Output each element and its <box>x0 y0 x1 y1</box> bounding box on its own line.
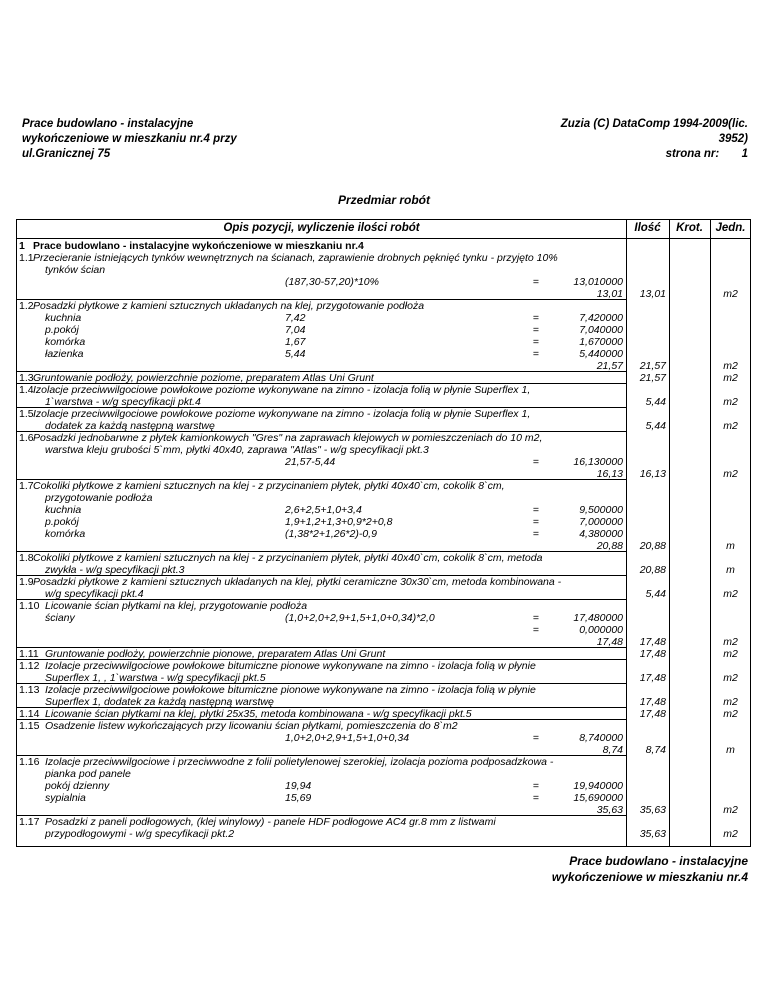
item-value: 13,01 <box>596 288 623 300</box>
header-right <box>448 117 748 162</box>
item-unit: m2 <box>723 708 738 720</box>
item-description: dodatek za każdą następną warstwę <box>45 420 215 432</box>
table-row <box>17 624 750 636</box>
table-row <box>17 684 750 696</box>
item-value: 8,74 <box>602 744 623 756</box>
item-description: Prace budowlano - instalacyjne wykończeniowe w mieszkaniu nr.4 <box>33 240 364 252</box>
item-quantity: 20,88 <box>639 564 666 576</box>
item-quantity: 17,48 <box>639 696 666 708</box>
table-row <box>17 720 750 732</box>
item-description: Izolacje przeciwwilgociowe powłokowe poziome wykonywane na zimno - izolacja folią w płynie Superflex 1, <box>33 408 531 420</box>
item-formula: 7,04 <box>285 324 306 336</box>
item-value: 16,13 <box>596 468 623 480</box>
item-formula: 5,44 <box>285 348 306 360</box>
item-unit: m2 <box>723 672 738 684</box>
item-quantity: 17,48 <box>639 636 666 648</box>
table-row <box>17 300 750 312</box>
item-quantity: 21,57 <box>639 360 666 372</box>
equals-sign: = <box>532 780 540 792</box>
header-left-line: wykończeniowe w mieszkaniu nr.4 przy <box>22 133 237 145</box>
item-description: Osadzenie listew wykończających przy licowaniu ścian płytkami, pomieszczenia do 8`m2 <box>45 720 458 732</box>
table-row <box>17 528 750 540</box>
item-number: 1.14 <box>19 708 40 720</box>
table-row <box>17 456 750 468</box>
item-description: Superflex 1, , 1`warstwa - w/g specyfikacji pkt.5 <box>45 672 266 684</box>
table-row <box>17 444 750 456</box>
item-quantity: 17,48 <box>639 648 666 660</box>
item-description: Posadzki z paneli podłogowych, (klej winylowy) - panele HDF podłogowe AC4 gr.8 mm z listwami <box>45 816 496 828</box>
table-row <box>17 480 750 492</box>
table-row <box>17 408 750 420</box>
item-location: łazienka <box>45 348 84 360</box>
item-description: Izolacje przeciwwilgociowe i przeciwwodne z folii polietylenowej szerokiej, izolacja pozioma podposadzkowa - <box>45 756 554 768</box>
item-quantity: 35,63 <box>639 828 666 840</box>
item-number: 1.7 <box>19 480 34 492</box>
table-row <box>17 504 750 516</box>
table-row <box>17 240 750 252</box>
table-row <box>17 576 750 588</box>
item-number: 1.2 <box>19 300 34 312</box>
table-row <box>17 612 750 624</box>
item-quantity: 5,44 <box>645 396 666 408</box>
item-description: Posadzki płytkowe z kamieni sztucznych układanych na klej, płytki ceramiczne 30x30`cm, metoda kombinowana - <box>33 576 562 588</box>
item-description: w/g specyfikacji pkt.4 <box>45 588 144 600</box>
page-title: Przedmiar robót <box>337 193 430 207</box>
item-unit: m2 <box>723 636 738 648</box>
item-number: 1.3 <box>19 372 34 384</box>
header-jedn: Jedn. <box>715 222 746 234</box>
item-description: Gruntowanie podłoży, powierzchnie poziome, preparatem Atlas Uni Grunt <box>33 372 374 384</box>
header-right-line: Zuzia (C) DataComp 1994-2009(lic. <box>560 118 748 130</box>
item-quantity: 16,13 <box>639 468 666 480</box>
item-formula: 1,67 <box>285 336 306 348</box>
item-number: 1.1 <box>19 252 34 264</box>
item-formula: 1,9+1,2+1,3+0,9*2+0,8 <box>285 516 393 528</box>
item-value: 16,130000 <box>573 456 623 468</box>
item-formula: 21,57-5,44 <box>285 456 336 468</box>
item-value: 19,940000 <box>573 780 623 792</box>
item-number: 1 <box>19 240 25 252</box>
item-quantity: 5,44 <box>645 588 666 600</box>
item-formula: 1,0+2,0+2,9+1,5+1,0+0,34 <box>285 732 410 744</box>
item-unit: m2 <box>723 468 738 480</box>
table-row <box>17 732 750 744</box>
equals-sign: = <box>532 792 540 804</box>
table-row <box>17 516 750 528</box>
item-unit: m2 <box>723 360 738 372</box>
table-row <box>17 384 750 396</box>
table-row <box>17 252 750 264</box>
item-unit: m <box>726 744 735 756</box>
table-row <box>17 276 750 288</box>
item-quantity: 8,74 <box>645 744 666 756</box>
item-number: 1.6 <box>19 432 34 444</box>
item-unit: m <box>726 540 735 552</box>
table-row <box>17 552 750 564</box>
item-value: 9,500000 <box>579 504 623 516</box>
item-number: 1.15 <box>19 720 40 732</box>
item-number: 1.16 <box>19 756 40 768</box>
header-krot: Krot. <box>676 222 703 234</box>
item-unit: m2 <box>723 696 738 708</box>
item-value: 0,000000 <box>579 624 623 636</box>
equals-sign: = <box>532 612 540 624</box>
table-row <box>17 756 750 768</box>
item-description: Izolacje przeciwwilgociowe powłokowe poziome wykonywane na zimno - izolacja folią w płynie Superflex 1, <box>33 384 531 396</box>
item-value: 4,380000 <box>579 528 623 540</box>
item-quantity: 17,48 <box>639 708 666 720</box>
item-value: 20,88 <box>596 540 623 552</box>
header-left-line: Prace budowlano - instalacyjne <box>22 118 194 130</box>
item-location: pokój dzienny <box>45 780 110 792</box>
item-description: Superflex 1, dodatek za każdą następną warstwę <box>45 696 274 708</box>
item-value: 7,420000 <box>579 312 623 324</box>
equals-sign: = <box>532 516 540 528</box>
item-number: 1.9 <box>19 576 34 588</box>
item-value: 17,480000 <box>573 612 623 624</box>
item-unit: m2 <box>723 288 738 300</box>
item-description: Izolacje przeciwwilgociowe powłokowe bitumiczne pionowe wykonywane na zimno - izolacja folią w płynie <box>45 660 536 672</box>
item-description: Izolacje przeciwwilgociowe powłokowe bitumiczne pionowe wykonywane na zimno - izolacja folią w płynie <box>45 684 536 696</box>
table-row <box>17 348 750 360</box>
item-location: p.pokój <box>45 324 79 336</box>
item-location: ściany <box>45 612 75 624</box>
item-formula: (1,0+2,0+2,9+1,5+1,0+0,34)*2,0 <box>285 612 435 624</box>
item-description: Licowanie ścian płytkami na klej, przygotowanie podłoża <box>45 600 308 612</box>
table-row <box>17 336 750 348</box>
item-description: Cokoliki płytkowe z kamieni sztucznych na klej - z przycinaniem płytek, płytki 40x40`cm, cokolik 8`cm, <box>33 480 505 492</box>
item-value: 13,010000 <box>573 276 623 288</box>
item-formula: (187,30-57,20)*10% <box>285 276 379 288</box>
item-value: 15,690000 <box>573 792 623 804</box>
item-number: 1.10 <box>19 600 40 612</box>
table-row <box>17 312 750 324</box>
item-location: p.pokój <box>45 516 79 528</box>
table-row <box>17 660 750 672</box>
table-row <box>17 432 750 444</box>
equals-sign: = <box>532 528 540 540</box>
item-value: 1,670000 <box>579 336 623 348</box>
item-quantity: 5,44 <box>645 420 666 432</box>
header-opis: Opis pozycji, wyliczenie ilości robót <box>223 222 420 234</box>
item-description: pianka pod panele <box>45 768 131 780</box>
item-number: 1.13 <box>19 684 40 696</box>
item-quantity: 20,88 <box>639 540 666 552</box>
item-location: komórka <box>45 528 86 540</box>
item-description: Cokoliki płytkowe z kamieni sztucznych na klej - z przycinaniem płytek, płytki 40x40`cm, cokolik 8`cm, metoda <box>33 552 543 564</box>
item-description: Licowanie ścian płytkami na klej, płytki 25x35, metoda kombinowana - w/g specyfikacji pkt.5 <box>45 708 472 720</box>
item-number: 1.5 <box>19 408 34 420</box>
equals-sign: = <box>532 732 540 744</box>
item-description: Posadzki jednobarwne z płytek kamionkowych "Gres" na zaprawach klejowych w pomieszczeniach do 10 m2, <box>33 432 543 444</box>
item-quantity: 17,48 <box>639 672 666 684</box>
equals-sign: = <box>532 456 540 468</box>
item-value: 35,63 <box>596 804 623 816</box>
item-quantity: 13,01 <box>639 288 666 300</box>
item-value: 7,000000 <box>579 516 623 528</box>
item-formula: 2,6+2,5+1,0+3,4 <box>285 504 362 516</box>
item-location: komórka <box>45 336 86 348</box>
header-ilosc: Ilość <box>634 222 661 234</box>
item-formula: 19,94 <box>285 780 312 792</box>
item-value: 8,740000 <box>579 732 623 744</box>
bill-of-quantities-table <box>16 219 751 847</box>
item-description: przygotowanie podłoża <box>45 492 153 504</box>
table-row <box>17 768 750 780</box>
header-right-line: strona nr: 1 <box>665 148 748 160</box>
item-description: 1`warstwa - w/g specyfikacji pkt.4 <box>45 396 201 408</box>
item-number: 1.12 <box>19 660 40 672</box>
item-unit: m2 <box>723 804 738 816</box>
table-row <box>17 492 750 504</box>
equals-sign: = <box>532 504 540 516</box>
item-location: sypialnia <box>45 792 86 804</box>
footer-line: wykończeniowe w mieszkaniu nr.4 <box>551 870 748 884</box>
equals-sign: = <box>532 624 540 636</box>
item-value: 17,48 <box>596 636 623 648</box>
item-unit: m2 <box>723 588 738 600</box>
header-right-line: 3952) <box>718 133 748 145</box>
table-row <box>17 792 750 804</box>
item-value: 21,57 <box>596 360 623 372</box>
item-unit: m2 <box>723 372 738 384</box>
item-number: 1.17 <box>19 816 40 828</box>
item-description: Posadzki płytkowe z kamieni sztucznych układanych na klej, przygotowanie podłoża <box>33 300 425 312</box>
table-header <box>17 220 750 239</box>
item-unit: m2 <box>723 396 738 408</box>
item-formula: 15,69 <box>285 792 312 804</box>
item-description: przypodłogowymi - w/g specyfikacji pkt.2 <box>45 828 235 840</box>
item-value: 5,440000 <box>579 348 623 360</box>
table-row <box>17 600 750 612</box>
item-description: warstwa kleju grubości 5`mm, płytki 40x40, zaprawa "Atlas" - w/g specyfikacji pkt.3 <box>45 444 429 456</box>
item-value: 7,040000 <box>579 324 623 336</box>
item-unit: m2 <box>723 648 738 660</box>
equals-sign: = <box>532 312 540 324</box>
item-location: kuchnia <box>45 504 82 516</box>
item-description: zwykła - w/g specyfikacji pkt.3 <box>45 564 185 576</box>
item-unit: m <box>726 564 735 576</box>
item-quantity: 21,57 <box>639 372 666 384</box>
item-description: tynków ścian <box>45 264 106 276</box>
item-number: 1.8 <box>19 552 34 564</box>
header-left-line: ul.Granicznej 75 <box>22 148 111 160</box>
footer-line: Prace budowlano - instalacyjne <box>569 854 748 868</box>
equals-sign: = <box>532 276 540 288</box>
table-row <box>17 816 750 828</box>
item-description: Gruntowanie podłoży, powierzchnie pionowe, preparatem Atlas Uni Grunt <box>45 648 386 660</box>
footer <box>552 853 748 885</box>
table-row <box>17 324 750 336</box>
equals-sign: = <box>532 348 540 360</box>
header-left <box>22 117 322 162</box>
item-formula: (1,38*2+1,26*2)-0,9 <box>285 528 377 540</box>
item-location: kuchnia <box>45 312 82 324</box>
item-number: 1.11 <box>19 648 39 660</box>
item-unit: m2 <box>723 420 738 432</box>
equals-sign: = <box>532 336 540 348</box>
item-number: 1.4 <box>19 384 34 396</box>
equals-sign: = <box>532 324 540 336</box>
item-unit: m2 <box>723 828 738 840</box>
table-row <box>17 264 750 276</box>
item-formula: 7,42 <box>285 312 306 324</box>
table-row <box>17 780 750 792</box>
table-row <box>17 828 750 840</box>
item-description: Przecieranie istniejących tynków wewnętrznych na ścianach, zaprawienie drobnych pęknięć tynku - przyjęto 10% <box>33 252 558 264</box>
item-quantity: 35,63 <box>639 804 666 816</box>
